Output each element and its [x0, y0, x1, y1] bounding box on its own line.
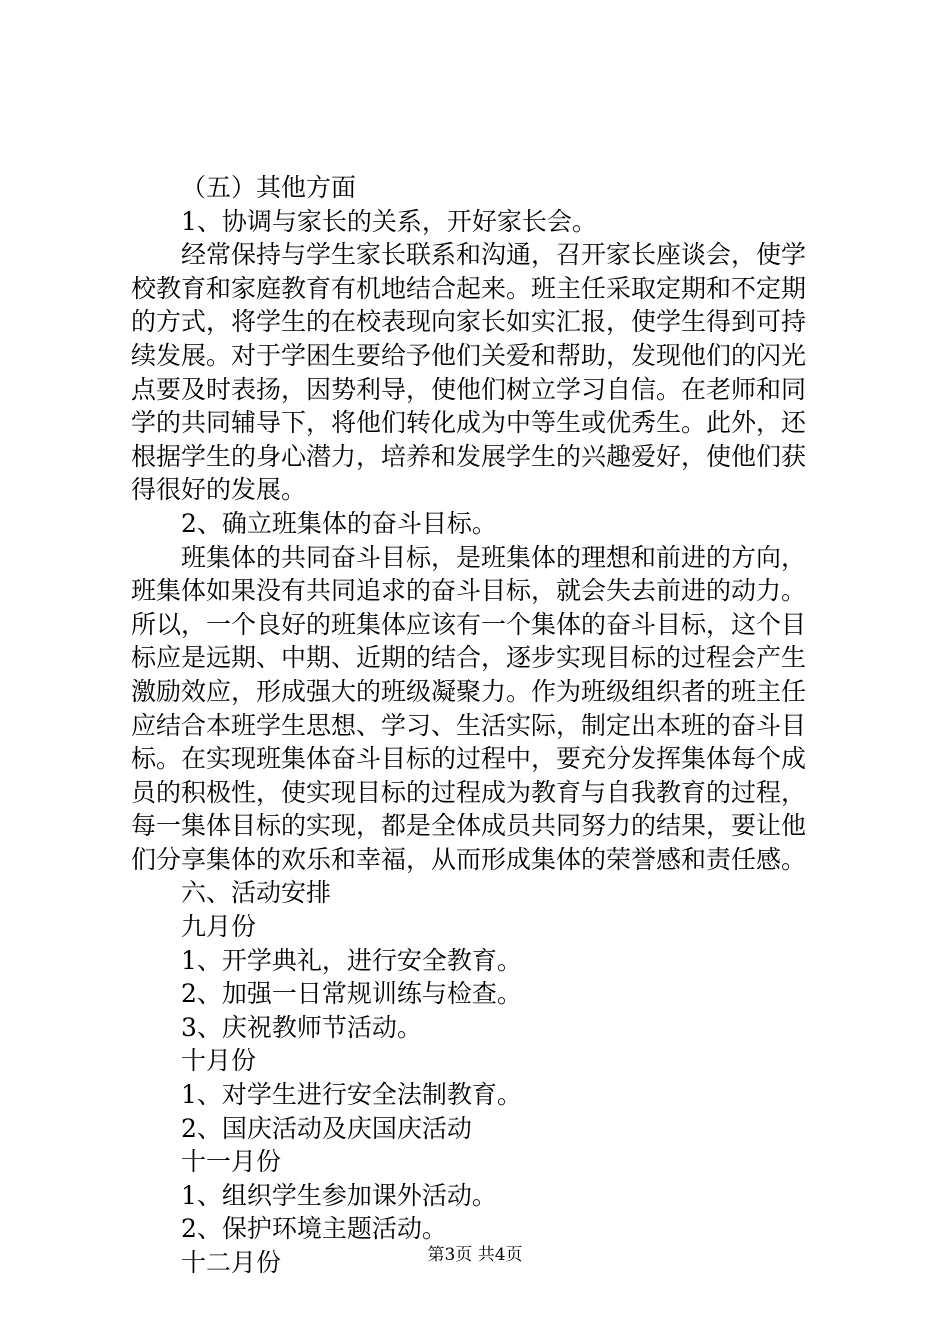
- activity-item: 3、庆祝教师节活动。: [181, 1012, 422, 1042]
- paragraph-line: 校教育和家庭教育有机地结合起来。班主任采取定期和不定期: [131, 273, 807, 303]
- paragraph-line: 点要及时表扬，因势利导，使他们树立学习自信。在老师和同: [131, 374, 807, 404]
- activity-item: 2、国庆活动及庆国庆活动: [181, 1113, 472, 1143]
- paragraph-line: 所以，一个良好的班集体应该有一个集体的奋斗目标，这个目: [131, 609, 807, 639]
- activity-item: 1、组织学生参加课外活动。: [181, 1180, 497, 1210]
- paragraph-line: 员的积极性，使实现目标的过程成为教育与自我教育的过程，: [131, 777, 807, 807]
- month-heading: 十月份: [181, 1046, 257, 1076]
- paragraph-line: 经常保持与学生家长联系和沟通，召开家长座谈会，使学: [181, 240, 807, 270]
- activity-item: 2、保护环境主题活动。: [181, 1214, 447, 1244]
- paragraph-line: 标应是远期、中期、近期的结合，逐步实现目标的过程会产生: [131, 643, 807, 673]
- paragraph-line: 得很好的发展。: [131, 475, 307, 505]
- month-heading: 十二月份: [181, 1248, 282, 1277]
- paragraph-line: 每一集体目标的实现，都是全体成员共同努力的结果，要让他: [131, 811, 807, 841]
- month-heading: 九月份: [181, 912, 257, 942]
- paragraph-line: 应结合本班学生思想、学习、生活实际，制定出本班的奋斗目: [131, 710, 807, 740]
- section-heading-other: （五）其他方面: [181, 173, 357, 202]
- section-heading-activities: 六、活动安排: [181, 878, 332, 908]
- paragraph-line: 学的共同辅导下，将他们转化成为中等生或优秀生。此外，还: [131, 408, 807, 438]
- paragraph-line: 根据学生的身心潜力，培养和发展学生的兴趣爱好，使他们获: [131, 441, 807, 471]
- document-body: [131, 171, 811, 1280]
- item-heading: 2、确立班集体的奋斗目标。: [181, 508, 497, 538]
- activity-item: 1、对学生进行安全法制教育。: [181, 1080, 522, 1110]
- page-number-footer: 第3页 共4页: [427, 1245, 523, 1265]
- paragraph-line: 激励效应，形成强大的班级凝聚力。作为班级组织者的班主任: [131, 676, 807, 706]
- activity-item: 2、加强一日常规训练与检查。: [181, 979, 522, 1009]
- paragraph-line: 班集体如果没有共同追求的奋斗目标，就会失去前进的动力。: [131, 576, 807, 606]
- paragraph-line: 们分享集体的欢乐和幸福，从而形成集体的荣誉感和责任感。: [131, 844, 807, 874]
- activity-item: 1、开学典礼，进行安全教育。: [181, 945, 522, 975]
- month-heading: 十一月份: [181, 1147, 282, 1177]
- paragraph-line: 的方式，将学生的在校表现向家长如实汇报，使学生得到可持: [131, 307, 807, 337]
- paragraph-line: 班集体的共同奋斗目标，是班集体的理想和前进的方向，: [181, 542, 807, 572]
- item-heading: 1、协调与家长的关系，开好家长会。: [181, 206, 597, 236]
- paragraph-line: 标。在实现班集体奋斗目标的过程中，要充分发挥集体每个成: [131, 744, 807, 774]
- paragraph-line: 续发展。对于学困生要给予他们关爱和帮助，发现他们的闪光: [131, 340, 807, 370]
